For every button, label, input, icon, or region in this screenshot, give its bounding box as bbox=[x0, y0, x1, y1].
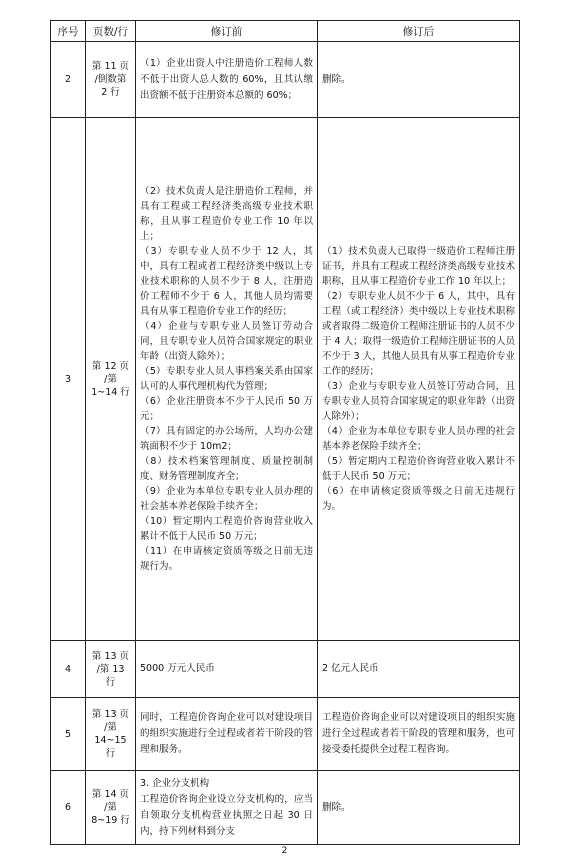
document-page bbox=[50, 20, 519, 845]
table-row bbox=[51, 771, 520, 845]
row-seq: 4 bbox=[51, 641, 86, 698]
table-row bbox=[51, 118, 520, 641]
revision-table bbox=[50, 20, 520, 845]
row-before: （1）企业出资人中注册造价工程师人数不低于出资人总人数的 60%，且其认缴出资额不低于注册资本总额的 60%； bbox=[136, 42, 318, 118]
page-number: 2 bbox=[281, 846, 288, 856]
row-seq: 2 bbox=[51, 42, 86, 118]
row-before: 3. 企业分支机构 工程造价咨询企业设立分支机构的，应当自领取分支机构营业执照之日起 30 日内，持下列材料到分支 bbox=[136, 771, 318, 845]
row-after: 工程造价咨询企业可以对建设项目的组织实施进行全过程或者若干阶段的管理和服务，也可接受委托提供全过程工程咨询。 bbox=[318, 698, 520, 771]
table-row bbox=[51, 641, 520, 698]
row-page-line: 第 13 页 /第 14~15 行 bbox=[86, 698, 136, 771]
row-page-line: 第 14 页 /第 8~19 行 bbox=[86, 771, 136, 845]
row-seq: 6 bbox=[51, 771, 86, 845]
row-before: （2）技术负责人是注册造价工程师，并具有工程或工程经济类高级专业技术职称，且从事工程造价专业工作 10 年以上； （3）专职专业人员不少于 12 人，其中，具有工程或者工程经济类中级以上专业技术职称的人员不少于 8 人，注册造价工程师不少于 6 人，其他人员均需要具有从事工程造价专业工作的经历； （4）企业与专职专业人员签订劳动合同，且专职专业人员符合国家规定的职业年龄（出资人除外）； （5）专职专业人员人事档案关系由国家认可的人事代理机构代为管理； （6）企业注册资本不少于人民币 50 万元； （7）具有固定的办公场所，人均办公建筑面积不少于 10m2； （8）技术档案管理制度、质量控制制度、财务管理制度齐全； （9）企业为本单位专职专业人员办理的社会基本养老保险手续齐全； （10）暂定期内工程造价咨询营业收入累计不低于人民币 50 万元； （11）在申请核定资质等级之日前无违规行为。 bbox=[136, 118, 318, 641]
row-seq: 3 bbox=[51, 118, 86, 641]
row-before: 同时，工程造价咨询企业可以对建设项目的组织实施进行全过程或者若干阶段的管理和服务。 bbox=[136, 698, 318, 771]
row-before: 5000 万元人民币 bbox=[136, 641, 318, 698]
header-row bbox=[51, 21, 520, 42]
row-page-line: 第 12 页 /第 1~14 行 bbox=[86, 118, 136, 641]
row-seq: 5 bbox=[51, 698, 86, 771]
row-after: （1）技术负责人已取得一级造价工程师注册证书，并具有工程或工程经济类高级专业技术职称，且从事工程造价专业工作 10 年以上； （2）专职专业人员不少于 6 人，其中，具有工程（或工程经济）类中级以上专业技术职称或者取得二级造价工程师注册证书的人员不少于 4 人；取得一级造价工程师注册证书的人员不少于 3 人，其他人员具有从事工程造价专业工作的经历； （3）企业与专职专业人员签订劳动合同，且专职专业人员符合国家规定的职业年龄（出资人除外）； （4）企业为本单位专职专业人员办理的社会基本养老保险手续齐全； （5）暂定期内工程造价咨询营业收入累计不低于人民币 50 万元； （6）在申请核定资质等级之日前无违规行为。 bbox=[318, 118, 520, 641]
header-page-line: 页数/行 bbox=[86, 21, 136, 42]
row-after: 2 亿元人民币 bbox=[318, 641, 520, 698]
header-before: 修订前 bbox=[136, 21, 318, 42]
row-after: 删除。 bbox=[318, 42, 520, 118]
row-after: 删除。 bbox=[318, 771, 520, 845]
row-page-line: 第 13 页 /第 13 行 bbox=[86, 641, 136, 698]
row-page-line: 第 11 页 /倒数第 2 行 bbox=[86, 42, 136, 118]
table-row bbox=[51, 698, 520, 771]
header-after: 修订后 bbox=[318, 21, 520, 42]
table-row bbox=[51, 42, 520, 118]
header-seq: 序号 bbox=[51, 21, 86, 42]
